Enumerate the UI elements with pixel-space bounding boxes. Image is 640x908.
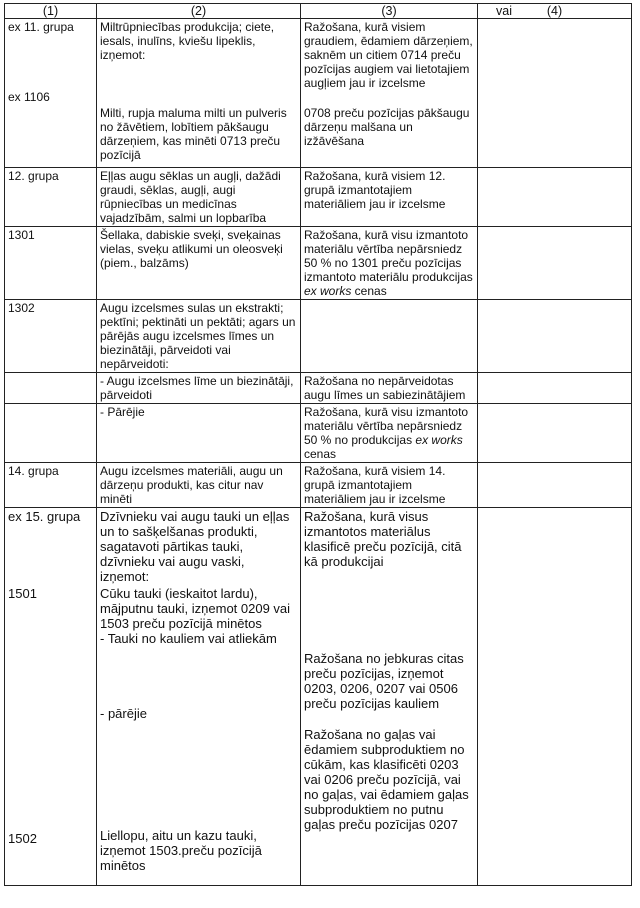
cell-code bbox=[5, 373, 97, 404]
table-row bbox=[5, 300, 632, 373]
header-or-label: vai bbox=[496, 4, 512, 18]
table-row bbox=[5, 168, 632, 227]
cell-code: 1302 bbox=[5, 300, 97, 373]
cell-description: - Augu izcelsmes līme un biezinātāji, pārveidoti bbox=[97, 373, 301, 404]
header-col-2: (2) bbox=[97, 4, 301, 19]
cell-alt-rule bbox=[478, 463, 632, 508]
table-row bbox=[5, 19, 632, 168]
cell-code: ex 11. grupa ex 1106 bbox=[5, 19, 97, 168]
header-col-1: (1) bbox=[5, 4, 97, 19]
cell-description: Šellaka, dabiskie sveķi, sveķainas vielas, sveķu atlikumi un oleosveķi (piem., balzāms) bbox=[97, 227, 301, 300]
table-row bbox=[5, 404, 632, 463]
cell-code: 14. grupa bbox=[5, 463, 97, 508]
table-header-row bbox=[5, 4, 632, 19]
cell-rule: Ražošana, kurā visus izmantotos materiālus klasificē preču pozīcijā, citā kā produkcijai Ražošana no jebkuras citas preču pozīcijas, izņemot 0203, 0206, 0207 vai 0506 preču pozīcijas kauliem Ražošana no gaļas vai ēdamiem subproduktiem no cūkām, kas klasificēti 0203 vai 0206 preču pozīcijā, vai no gaļas, vai ēdamiem gaļas subproduktiem no putnu gaļas preču pozīcijas 0207 bbox=[301, 508, 478, 886]
cell-rule: Ražošana, kurā visiem graudiem, ēdamiem dārzeņiem, saknēm un citiem 0714 preču pozīcijas augiem vai lietotajiem augļiem jau ir izcelsme 0708 preču pozīcijas pākšaugu dārzeņu malšana un izžāvēšana bbox=[301, 19, 478, 168]
cell-alt-rule bbox=[478, 227, 632, 300]
table-row bbox=[5, 227, 632, 300]
cell-description: Augu izcelsmes sulas un ekstrakti; pektīni; pektināti un pektāti; agars un pārējās augu izcelsmes līmes un biezinātāji, pārveidoti vai nepārveidoti: bbox=[97, 300, 301, 373]
cell-code: ex 15. grupa 1501 1502 bbox=[5, 508, 97, 886]
cell-description: Eļļas augu sēklas un augļi, dažādi graudi, sēklas, augļi, augi rūpniecības un medicīnas vajadzībām, salmi un lopbarība bbox=[97, 168, 301, 227]
cell-description: Augu izcelsmes materiāli, augu un dārzeņu produkti, kas citur nav minēti bbox=[97, 463, 301, 508]
table-row bbox=[5, 373, 632, 404]
header-col-4: (4) bbox=[478, 4, 632, 19]
cell-description: - Pārējie bbox=[97, 404, 301, 463]
header-col-3: (3) bbox=[301, 4, 478, 19]
cell-rule: Ražošana, kurā visiem 12. grupā izmantotajiem materiāliem jau ir izcelsme bbox=[301, 168, 478, 227]
document-page bbox=[4, 3, 631, 886]
cell-rule: Ražošana, kurā visiem 14. grupā izmantotajiem materiāliem jau ir izcelsme bbox=[301, 463, 478, 508]
cell-description: Dzīvnieku vai augu tauki un eļļas un to sašķelšanas produkti, sagatavoti pārtikas tauki, dzīvnieku vai augu vaski, izņemot: Cūku tauki (ieskaitot lardu), mājputnu tauki, izņemot 0209 vai 1503 preču pozīcijā minētos - Tauki no kauliem vai atliekām - pārējie Liellopu, aitu un kazu tauki, izņemot 1503.preču pozīcijā minētos bbox=[97, 508, 301, 886]
table-row bbox=[5, 508, 632, 886]
cell-alt-rule bbox=[478, 373, 632, 404]
cell-rule: Ražošana, kurā visu izmantoto materiālu vērtība nepārsniedz 50 % no produkcijas ex works cenas bbox=[301, 404, 478, 463]
cell-code: 12. grupa bbox=[5, 168, 97, 227]
cell-rule bbox=[301, 300, 478, 373]
cell-code bbox=[5, 404, 97, 463]
cell-alt-rule bbox=[478, 404, 632, 463]
cell-rule: Ražošana no nepārveidotas augu līmes un sabiezinātājiem bbox=[301, 373, 478, 404]
cell-rule: Ražošana, kurā visu izmantoto materiālu vērtība nepārsniedz 50 % no 1301 preču pozīcijas izmantoto materiālu produkcijas ex works cenas bbox=[301, 227, 478, 300]
cell-alt-rule bbox=[478, 168, 632, 227]
origin-rules-table bbox=[4, 3, 632, 886]
cell-alt-rule bbox=[478, 508, 632, 886]
cell-description: Miltrūpniecības produkcija; ciete, iesals, inulīns, kviešu lipeklis, izņemot: Milti, rupja maluma milti un pulveris no žāvētiem, lobītiem pākšaugu dārzeņiem, kas minēti 0713 preču pozīcijā bbox=[97, 19, 301, 168]
cell-alt-rule bbox=[478, 300, 632, 373]
cell-alt-rule bbox=[478, 19, 632, 168]
table-row bbox=[5, 463, 632, 508]
cell-code: 1301 bbox=[5, 227, 97, 300]
